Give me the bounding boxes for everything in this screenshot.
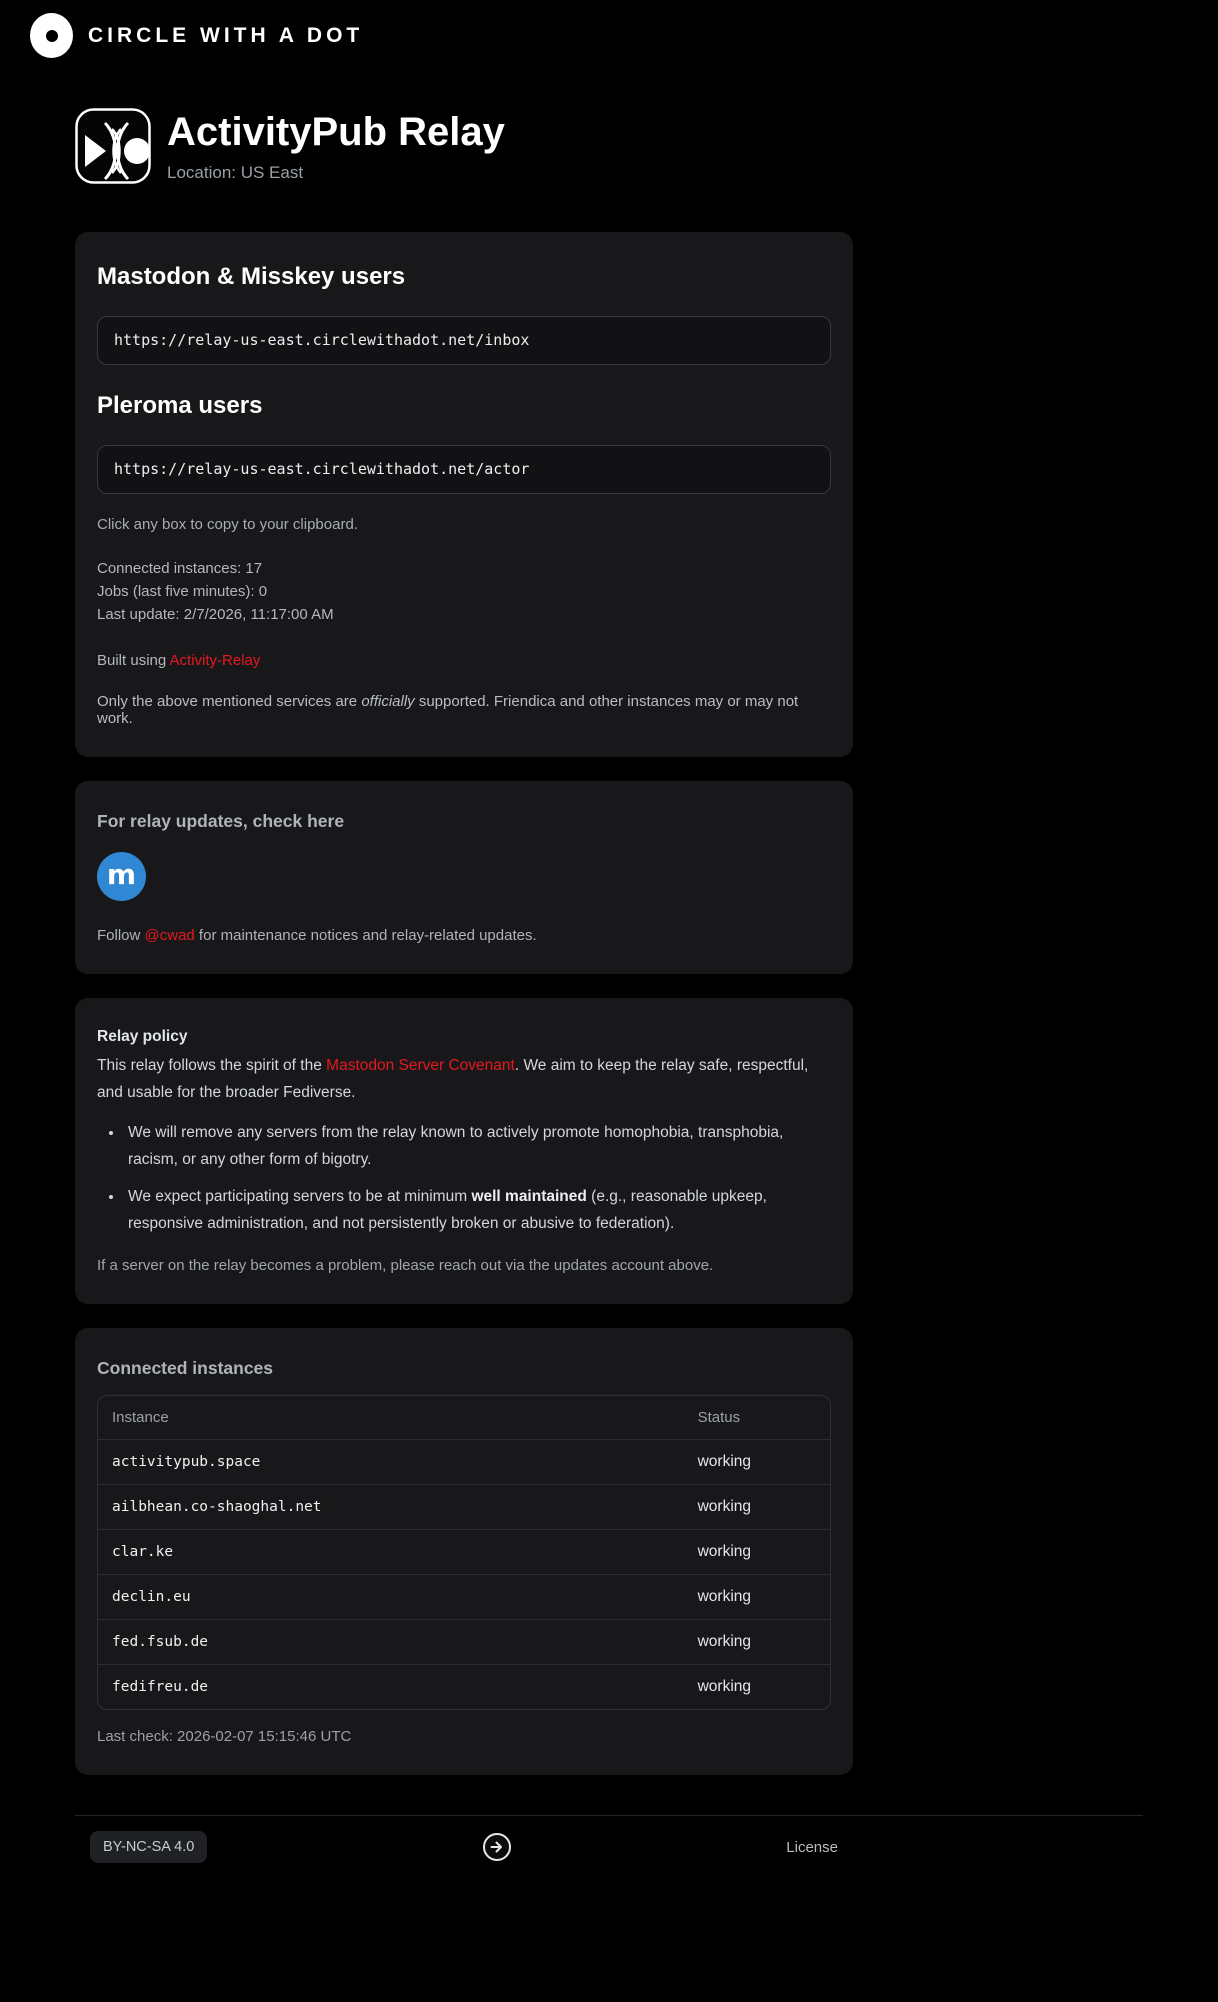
actor-url: https://relay-us-east.circlewithadot.net/actor [114, 460, 530, 478]
table-row [98, 1575, 830, 1620]
instances-card [75, 1328, 853, 1775]
follow-pre: Follow [97, 927, 145, 944]
note-officially: officially [361, 693, 415, 710]
policy-list [124, 1119, 831, 1237]
table-row [98, 1665, 830, 1709]
relay-stats [97, 557, 831, 626]
relay-location: Location: US East [167, 163, 304, 182]
stat-jobs: Jobs (last five minutes): 0 [97, 583, 268, 600]
instances-heading: Connected instances [97, 1358, 274, 1378]
stat-last-update: Last update: 2/7/2026, 11:17:00 AM [97, 606, 334, 623]
table-row [98, 1620, 830, 1665]
policy-intro-pre: This relay follows the spirit of the [97, 1057, 327, 1074]
built-using-line [97, 652, 831, 669]
inbox-url-copy-box[interactable] [97, 316, 831, 365]
site-name: CIRCLE WITH A DOT [88, 23, 364, 47]
instance-cell: fedifreu.de [112, 1679, 209, 1695]
policy-card [75, 998, 853, 1304]
updates-heading: For relay updates, check here [97, 811, 345, 831]
page-header [75, 108, 853, 184]
footer [75, 1815, 1143, 1863]
circle-with-dot-icon [30, 13, 73, 58]
stat-connected-instances: Connected instances: 17 [97, 560, 263, 577]
cwad-account-link[interactable]: @cwad [144, 927, 195, 944]
instance-cell: fed.fsub.de [98, 1620, 684, 1665]
follow-post: for maintenance notices and relay-related updates. [194, 927, 537, 944]
copy-hint: Click any box to copy to your clipboard. [97, 516, 358, 533]
policy-heading: Relay policy [97, 1028, 188, 1045]
status-cell: working [684, 1575, 830, 1620]
license-link[interactable]: License [786, 1838, 838, 1856]
site-brand [0, 0, 1218, 58]
table-row [98, 1485, 830, 1530]
updates-card [75, 781, 853, 974]
license-badge[interactable]: BY-NC-SA 4.0 [90, 1831, 207, 1863]
instances-table [97, 1395, 831, 1710]
policy-item-pre: We will remove any servers from the relay known to actively promote homophobia, transphobia, racism, or any other form of bigotry. [128, 1124, 784, 1168]
instance-cell: declin.eu [98, 1575, 684, 1620]
policy-item [124, 1119, 831, 1173]
instance-cell: activitypub.space [98, 1440, 684, 1485]
brand-dot [46, 30, 58, 42]
last-check-timestamp: Last check: 2026-02-07 15:15:46 UTC [97, 1728, 352, 1745]
policy-item-post: (e.g., reasonable upkeep, responsive administration, and not persistently broken or abusive to federation). [128, 1188, 767, 1232]
policy-item [124, 1183, 831, 1237]
instance-cell: clar.ke [98, 1530, 684, 1575]
built-using-text: Built using [97, 652, 170, 669]
col-header-status: Status [684, 1396, 830, 1440]
relay-urls-card [75, 232, 853, 757]
status-cell: working [697, 1678, 752, 1695]
activitypub-logo-icon [75, 108, 151, 184]
table-row [98, 1530, 830, 1575]
supported-services-note [97, 693, 831, 727]
status-cell: working [684, 1485, 830, 1530]
note-pre: Only the above mentioned services are [97, 693, 362, 710]
server-covenant-link[interactable]: Mastodon Server Covenant [326, 1057, 515, 1074]
policy-item-pre: We expect participating servers to be at minimum [128, 1188, 472, 1205]
table-row [98, 1440, 830, 1485]
activity-relay-link[interactable]: Activity-Relay [169, 652, 261, 669]
mastodon-icon [97, 852, 146, 901]
status-cell: working [684, 1620, 830, 1665]
status-cell: working [684, 1440, 830, 1485]
pleroma-heading: Pleroma users [97, 392, 263, 419]
col-header-instance: Instance [98, 1396, 684, 1440]
instance-cell: ailbhean.co-shaoghal.net [98, 1485, 684, 1530]
policy-outro: If a server on the relay becomes a problem, please reach out via the updates account above. [97, 1257, 714, 1274]
policy-item-bold: well maintained [471, 1188, 587, 1205]
table-header-row [98, 1396, 830, 1440]
actor-url-copy-box[interactable] [97, 445, 831, 494]
policy-intro [97, 1052, 831, 1106]
mastodon-profile-link[interactable] [97, 852, 146, 901]
mastodon-m-glyph: m [106, 857, 137, 891]
follow-line [97, 927, 831, 944]
policy-intro-post: . We aim to keep the relay safe, respectful, and usable for the broader Fediverse. [97, 1057, 809, 1101]
inbox-url: https://relay-us-east.circlewithadot.net/inbox [114, 331, 530, 349]
status-cell: working [684, 1530, 830, 1575]
mastodon-misskey-heading: Mastodon & Misskey users [97, 263, 406, 290]
note-post: supported. Friendica and other instances may or may not work. [97, 693, 799, 727]
arrow-circle-icon[interactable] [482, 1832, 512, 1862]
page-title: ActivityPub Relay [167, 110, 505, 154]
